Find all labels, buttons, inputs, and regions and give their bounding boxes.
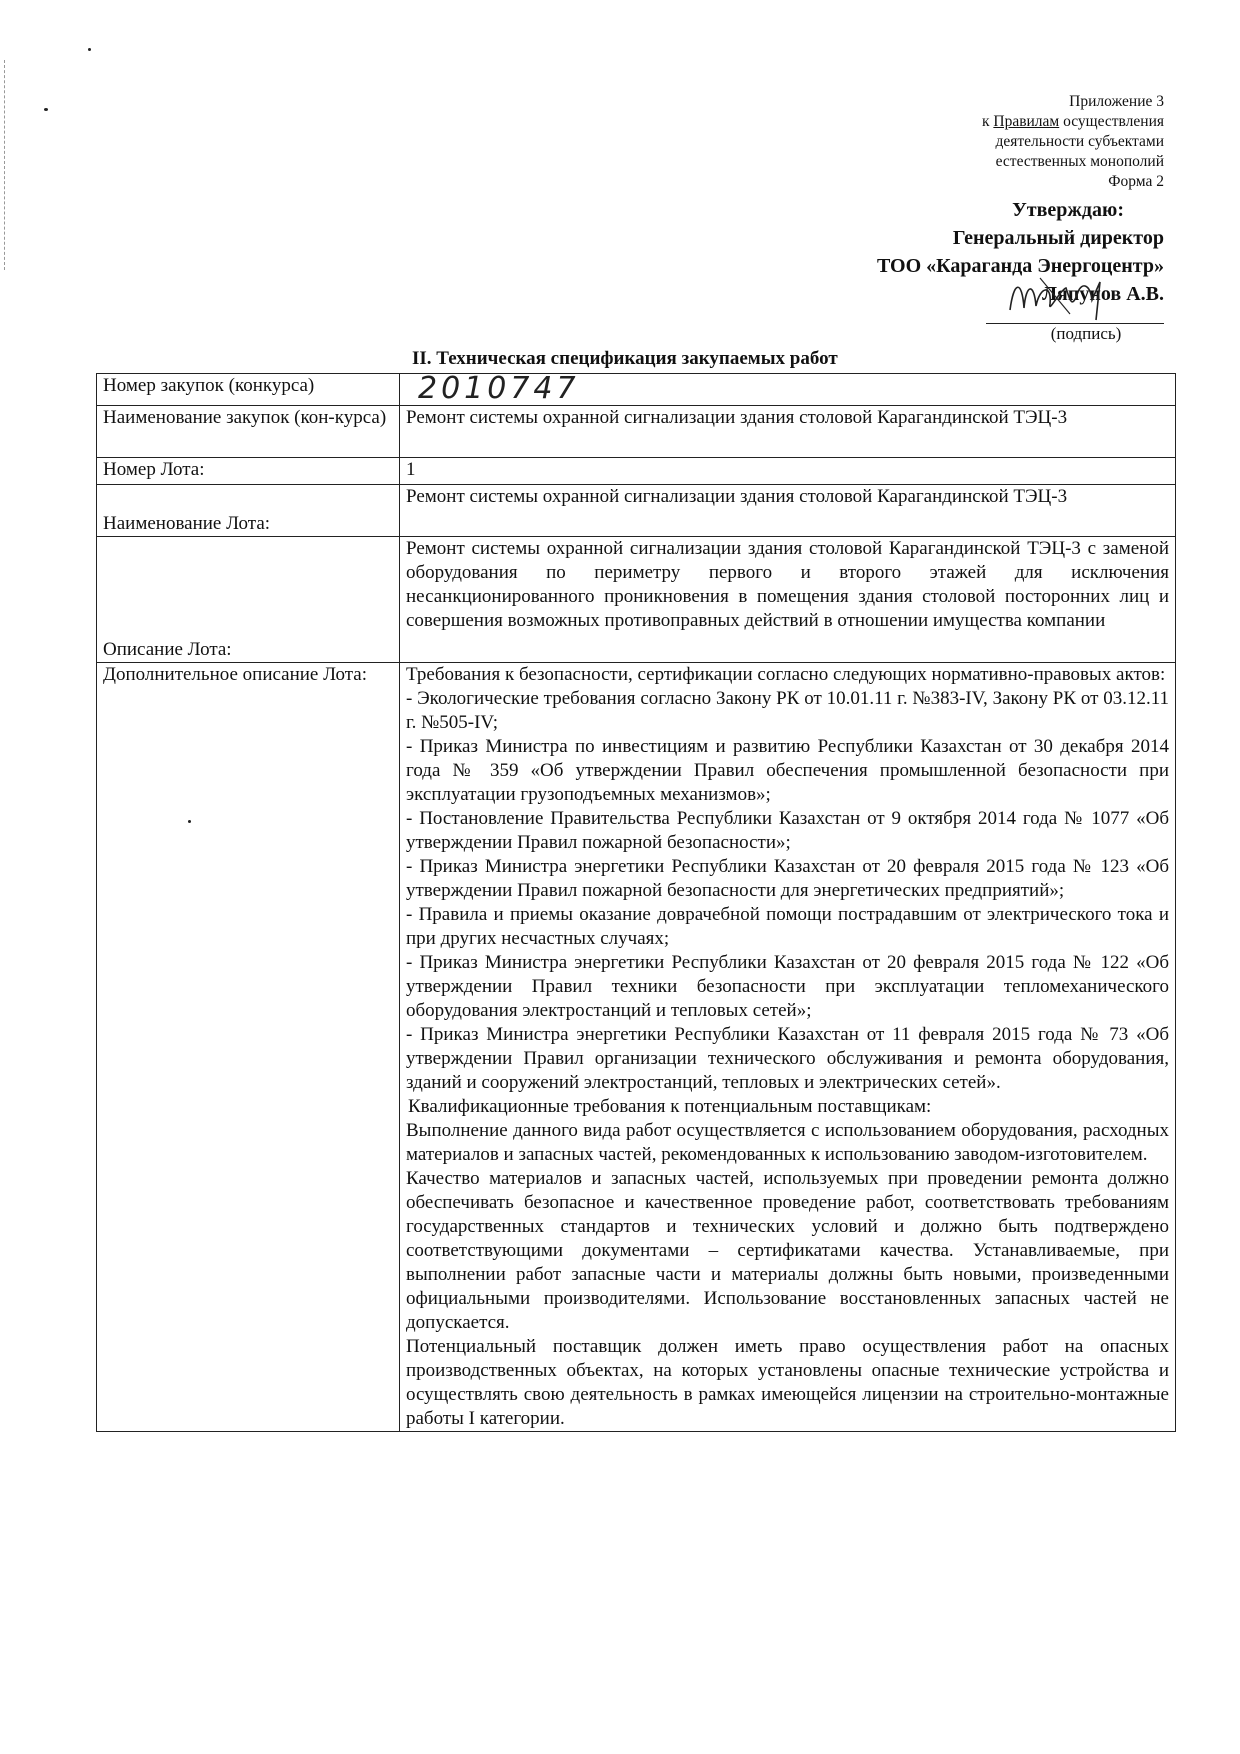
additional-paragraph: - Приказ Министра по инвестициям и развитию Республики Казахстан от 30 декабря 2014 года № 359 «Об утверждении Правил обеспечения промышленной безопасности при эксплуатации грузоподъемных механизмов»; (406, 736, 1169, 805)
row-value: Ремонт системы охранной сигнализации здания столовой Карагандинской ТЭЦ-3 (400, 485, 1176, 537)
additional-description (400, 663, 1176, 1432)
scan-speck (44, 108, 48, 111)
approver-name: Ляпунов А.В. (1042, 283, 1164, 305)
row-label: Наименование Лота: (97, 485, 400, 537)
form-number: Форма 2 (1108, 173, 1164, 190)
additional-paragraph: Качество материалов и запасных частей, используемых при проведении ремонта должно обеспечивать безопасное и качественное проведение работ, соответствовать требованиям государственных стандартов и технических условий и должно быть подтверждено соответствующими документами – сертификатами качества. Устанавливаемые, при выполнении работ запасные части и материалы должны быть новыми, произведенными официальными производителями. Использование восстановленных запасных частей не допускается. (406, 1168, 1169, 1333)
additional-paragraph: Потенциальный поставщик должен иметь право осуществления работ на опасных производственных объектах, на которых установлены опасные технические устройства и осуществлять свою деятельность в рамках имеющейся лицензии на строительно-монтажные работы I категории. (406, 1336, 1169, 1429)
row-label: Описание Лота: (97, 537, 400, 663)
additional-paragraph: Требования к безопасности, сертификации согласно следующих нормативно-правовых актов: (406, 664, 1166, 685)
row-value: 1 (400, 458, 1176, 485)
appendix-reference (982, 92, 1164, 192)
row-label: Номер закупок (конкурса) (97, 374, 400, 406)
row-label: Номер Лота: (97, 458, 400, 485)
approval-title: Утверждаю: (1012, 199, 1124, 221)
additional-paragraph: - Постановление Правительства Республики Казахстан от 9 октября 2014 года № 1077 «Об утверждении Правил пожарной безопасности»; (406, 808, 1169, 853)
additional-paragraph: - Правила и приемы оказание доврачебной помощи пострадавшим от электрического тока и при других несчастных случаях; (406, 904, 1169, 949)
table-row (97, 458, 1176, 485)
row-value (400, 371, 1176, 406)
appendix-rules-line (982, 112, 1164, 132)
row-label: Наименование закупок (кон-курса) (97, 406, 400, 458)
appendix-prefix: к (981, 113, 994, 130)
row-label: Дополнительное описание Лота: (97, 663, 400, 1432)
table-title: II. Техническая спецификация закупаемых работ (412, 348, 838, 369)
appendix-number: Приложение 3 (1069, 93, 1164, 110)
row-value: Ремонт системы охранной сигнализации здания столовой Карагандинской ТЭЦ-3 (400, 406, 1176, 458)
additional-paragraph: - Приказ Министра энергетики Республики Казахстан от 20 февраля 2015 года № 122 «Об утверждении Правил техники безопасности при эксплуатации тепломеханического оборудования электростанций и тепловых сетей»; (406, 952, 1169, 1021)
row-value: Ремонт системы охранной сигнализации здания столовой Карагандинской ТЭЦ-3 с заменой оборудования по периметру первого и второго этажей для исключения несанкционированного проникновения в помещения здания столовой посторонних лиц и совершения возможных противоправных действий в отношении имущества компании (400, 537, 1176, 663)
appendix-line3: деятельности субъектами (995, 133, 1164, 150)
signature-caption: (подпись) (1050, 324, 1122, 343)
additional-paragraph: - Приказ Министра энергетики Республики Казахстан от 20 февраля 2015 года № 123 «Об утверждении Правил пожарной безопасности для энергетических предприятий»; (406, 856, 1169, 901)
additional-paragraph: Квалификационные требования к потенциальным поставщикам: (408, 1096, 932, 1117)
scan-edge-artifact (4, 60, 8, 270)
table-row (97, 406, 1176, 458)
table-row (97, 485, 1176, 537)
specification-table (96, 373, 1176, 1432)
appendix-suffix: осуществления (1059, 113, 1164, 130)
table-row (97, 374, 1176, 406)
additional-paragraph: Выполнение данного вида работ осуществляется с использованием оборудования, расходных материалов и запасных частей, рекомендованных к использованию заводом-изготовителем. (406, 1120, 1169, 1165)
approver-company: ТОО «Караганда Энергоцентр» (876, 255, 1164, 277)
approver-position: Генеральный директор (952, 227, 1164, 249)
table-row (97, 537, 1176, 663)
procurement-number-handwritten: 2010747 (418, 371, 580, 406)
additional-paragraph: - Экологические требования согласно Закону РК от 10.01.11 г. №383-IV, Закону РК от 03.12.11 г. №505-IV; (406, 688, 1169, 733)
appendix-line4: естественных монополий (995, 153, 1164, 170)
rules-link: Правилам (993, 113, 1060, 130)
additional-paragraph: - Приказ Министра энергетики Республики Казахстан от 11 февраля 2015 года № 73 «Об утверждении Правил организации технического обслуживания и ремонта оборудования, зданий и сооружений электростанций, тепловых и электрических сетей». (406, 1024, 1169, 1093)
table-row (97, 663, 1176, 1432)
scan-speck (88, 48, 91, 51)
signature-field (986, 296, 1164, 344)
